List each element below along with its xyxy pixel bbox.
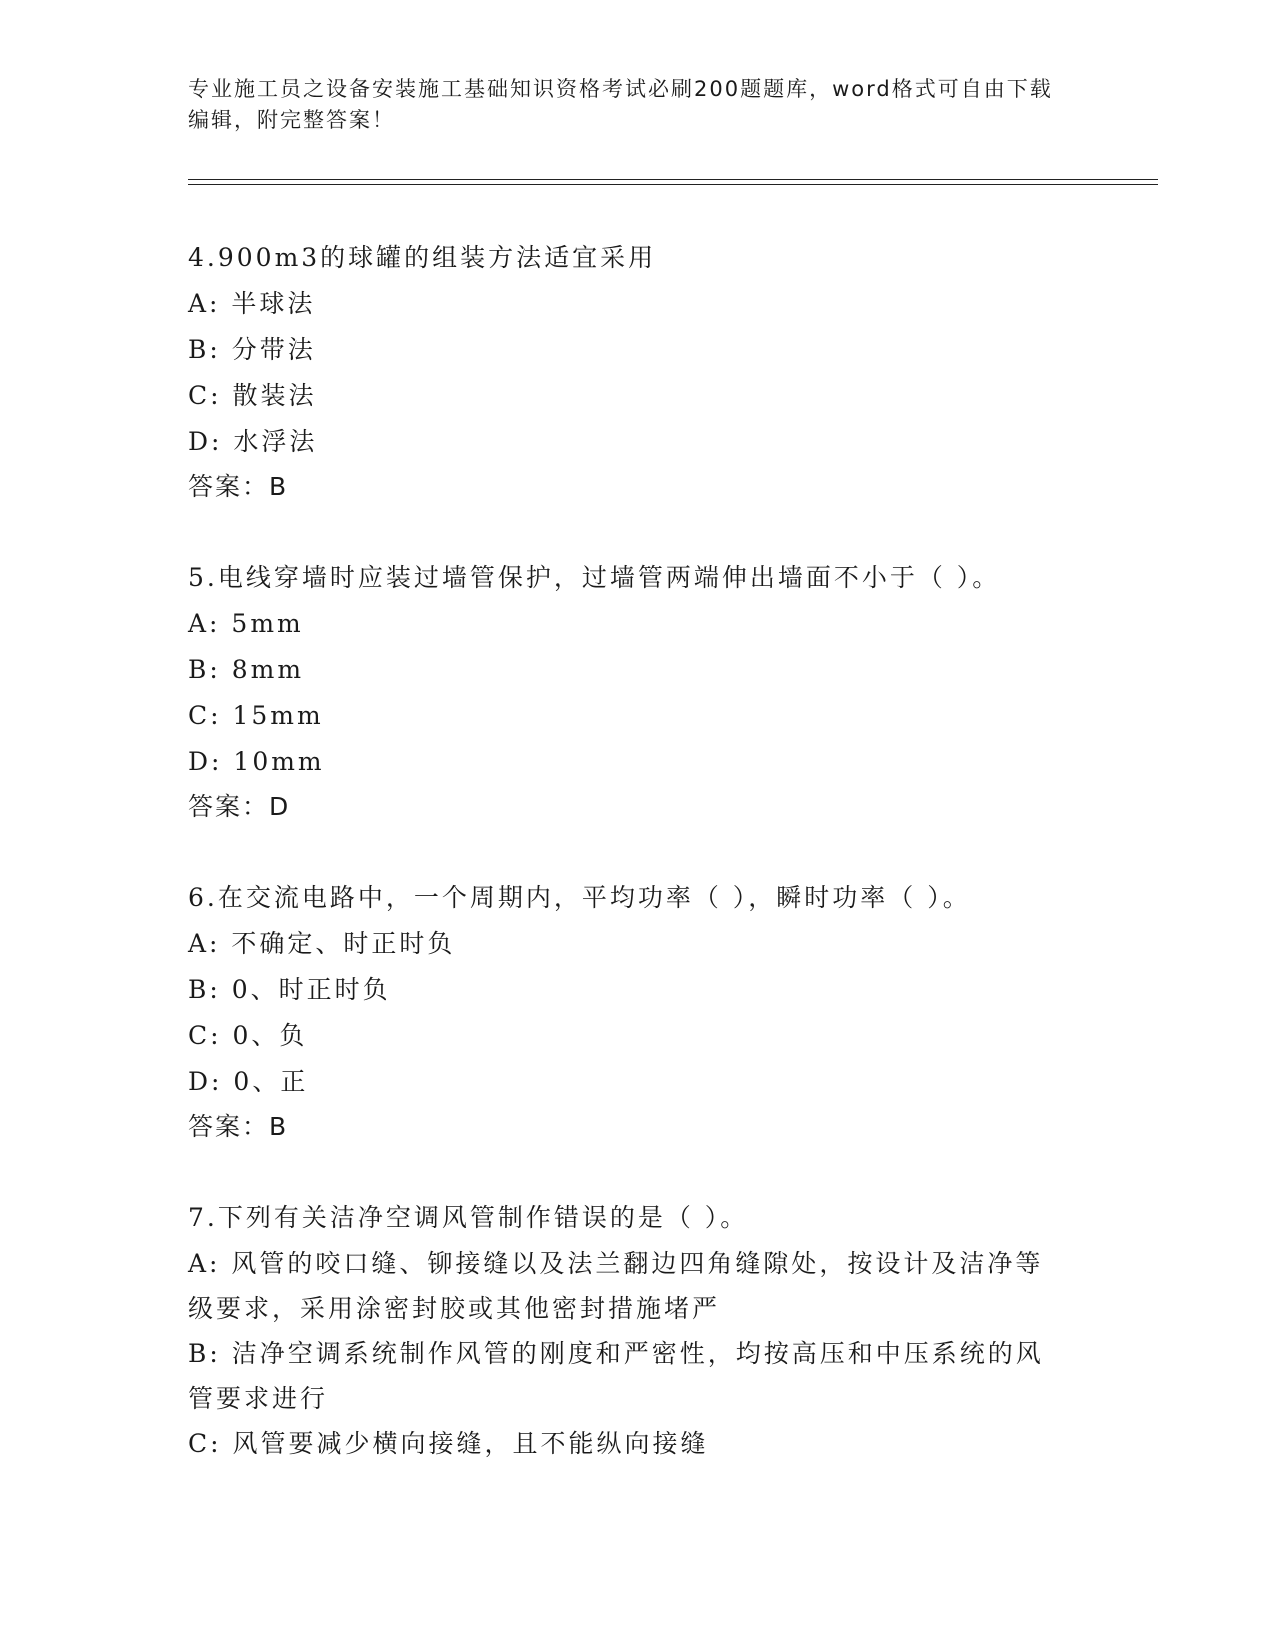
- option-a: A: 半球法: [188, 289, 316, 318]
- header-divider-top: [188, 179, 1158, 180]
- header-divider-bottom: [188, 184, 1158, 185]
- option-b: B: 洁净空调系统制作风管的刚度和严密性，均按高压和中压系统的风管要求进行: [188, 1339, 1044, 1413]
- option-d: D: 10mm: [188, 747, 325, 776]
- question-4: [188, 235, 1088, 509]
- question-5: [188, 555, 1088, 829]
- option-a: A: 不确定、时正时负: [188, 929, 456, 958]
- option-c: C: 风管要减少横向接缝，且不能纵向接缝: [188, 1429, 709, 1458]
- option-c: C: 0、负: [188, 1021, 308, 1050]
- answer-line: 答案：D: [188, 792, 291, 821]
- option-d: D: 0、正: [188, 1067, 309, 1096]
- option-b: B: 分带法: [188, 335, 316, 364]
- question-stem: 7.下列有关洁净空调风管制作错误的是（ ）。: [188, 1203, 749, 1232]
- option-b: B: 8mm: [188, 655, 305, 684]
- option-c: C: 散装法: [188, 381, 317, 410]
- option-a: A: 5mm: [188, 609, 304, 638]
- question-stem: 4.900m3的球罐的组装方法适宜采用: [188, 243, 657, 272]
- question-7: [188, 1195, 1088, 1467]
- document-header: 专业施工员之设备安装施工基础知识资格考试必刷200题题库，word格式可自由下载编辑，附完整答案！: [188, 77, 1053, 132]
- option-c: C: 15mm: [188, 701, 324, 730]
- answer-line: 答案：B: [188, 1112, 289, 1141]
- answer-line: 答案：B: [188, 472, 289, 501]
- option-a: A: 风管的咬口缝、铆接缝以及法兰翻边四角缝隙处，按设计及洁净等级要求，采用涂密封胶或其他密封措施堵严: [188, 1249, 1044, 1323]
- question-6: [188, 875, 1088, 1149]
- option-b: B: 0、时正时负: [188, 975, 391, 1004]
- question-stem: 5.电线穿墙时应装过墙管保护，过墙管两端伸出墙面不小于（ ）。: [188, 563, 1001, 592]
- question-stem: 6.在交流电路中，一个周期内，平均功率（ ），瞬时功率（ ）。: [188, 883, 971, 912]
- option-d: D: 水浮法: [188, 427, 318, 456]
